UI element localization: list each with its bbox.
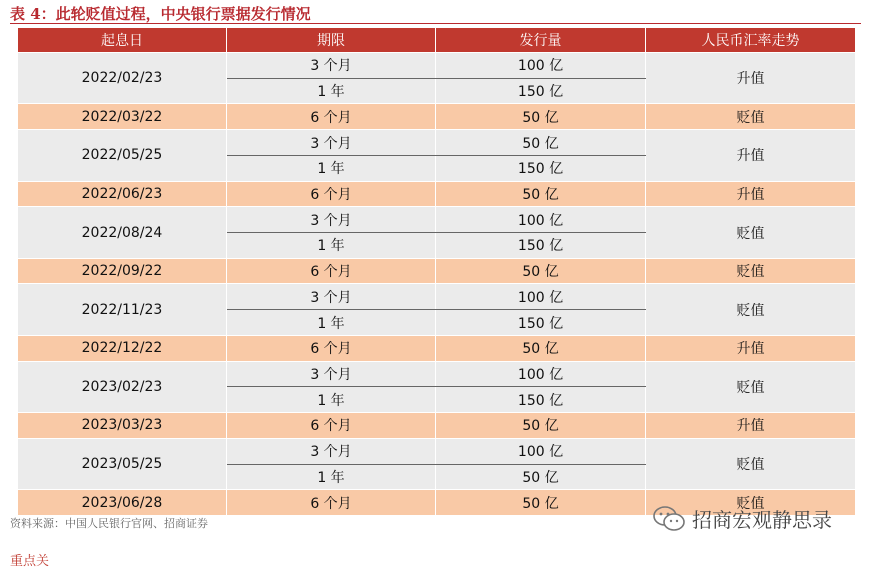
term-cell: 1 年	[227, 233, 436, 259]
rmb-trend-cell: 贬值	[646, 207, 856, 258]
amount-cell: 50 亿	[436, 464, 646, 490]
rmb-trend-cell: 贬值	[646, 258, 856, 284]
term-cell: 3 个月	[227, 438, 436, 464]
table-header-row	[18, 28, 856, 53]
term-cell: 1 年	[227, 78, 436, 104]
header-term: 期限	[227, 28, 436, 53]
start-date-cell: 2023/03/23	[18, 413, 227, 439]
start-date-cell: 2022/02/23	[18, 53, 227, 104]
term-cell: 6 个月	[227, 258, 436, 284]
rmb-trend-cell: 升值	[646, 335, 856, 361]
table-row	[18, 207, 856, 233]
wechat-icon	[652, 505, 686, 533]
amount-cell: 100 亿	[436, 361, 646, 387]
amount-cell: 50 亿	[436, 335, 646, 361]
header-start-date: 起息日	[18, 28, 227, 53]
term-cell: 3 个月	[227, 207, 436, 233]
rmb-trend-cell: 贬值	[646, 104, 856, 130]
start-date-cell: 2023/05/25	[18, 438, 227, 489]
amount-cell: 150 亿	[436, 233, 646, 259]
term-cell: 6 个月	[227, 335, 436, 361]
term-cell: 1 年	[227, 155, 436, 181]
rmb-trend-cell: 贬值	[646, 438, 856, 489]
title-divider	[10, 23, 861, 24]
rmb-trend-cell: 贬值	[646, 284, 856, 335]
table-row	[18, 284, 856, 310]
table-row	[18, 361, 856, 387]
table-row	[18, 413, 856, 439]
amount-cell: 150 亿	[436, 155, 646, 181]
amount-cell: 100 亿	[436, 438, 646, 464]
term-cell: 3 个月	[227, 53, 436, 79]
amount-cell: 150 亿	[436, 310, 646, 336]
table-body	[18, 53, 856, 516]
term-cell: 1 年	[227, 387, 436, 413]
table-row	[18, 130, 856, 156]
source-note: 资料来源：中国人民银行官网、招商证券	[10, 517, 208, 530]
start-date-cell: 2022/05/25	[18, 130, 227, 181]
start-date-cell: 2022/09/22	[18, 258, 227, 284]
amount-cell: 50 亿	[436, 130, 646, 156]
start-date-cell: 2022/11/23	[18, 284, 227, 335]
table-title: 表 4：此轮贬值过程，中央银行票据发行情况	[10, 5, 311, 23]
amount-cell: 50 亿	[436, 181, 646, 207]
start-date-cell: 2023/02/23	[18, 361, 227, 412]
table-row	[18, 53, 856, 79]
header-amount: 发行量	[436, 28, 646, 53]
table-row	[18, 438, 856, 464]
rmb-trend-cell: 升值	[646, 130, 856, 181]
start-date-cell: 2022/12/22	[18, 335, 227, 361]
start-date-cell: 2022/08/24	[18, 207, 227, 258]
table-row	[18, 335, 856, 361]
term-cell: 1 年	[227, 310, 436, 336]
amount-cell: 50 亿	[436, 490, 646, 516]
footer-fragment: 重点关	[10, 554, 50, 569]
term-cell: 6 个月	[227, 490, 436, 516]
rmb-trend-cell: 升值	[646, 181, 856, 207]
start-date-cell: 2022/06/23	[18, 181, 227, 207]
table-row	[18, 104, 856, 130]
watermark	[652, 504, 832, 533]
start-date-cell: 2023/06/28	[18, 490, 227, 516]
amount-cell: 50 亿	[436, 104, 646, 130]
amount-cell: 100 亿	[436, 284, 646, 310]
term-cell: 6 个月	[227, 181, 436, 207]
term-cell: 3 个月	[227, 130, 436, 156]
rmb-trend-cell: 升值	[646, 53, 856, 104]
rmb-trend-cell: 贬值	[646, 490, 856, 516]
cb-bill-table	[17, 27, 856, 516]
term-cell: 1 年	[227, 464, 436, 490]
amount-cell: 100 亿	[436, 207, 646, 233]
term-cell: 3 个月	[227, 361, 436, 387]
amount-cell: 100 亿	[436, 53, 646, 79]
rmb-trend-cell: 贬值	[646, 361, 856, 412]
amount-cell: 50 亿	[436, 258, 646, 284]
rmb-trend-cell: 升值	[646, 413, 856, 439]
table-row	[18, 258, 856, 284]
watermark-text: 招商宏观静思录	[692, 508, 832, 532]
header-rmb-trend: 人民币汇率走势	[646, 28, 856, 53]
amount-cell: 150 亿	[436, 387, 646, 413]
amount-cell: 150 亿	[436, 78, 646, 104]
term-cell: 6 个月	[227, 104, 436, 130]
start-date-cell: 2022/03/22	[18, 104, 227, 130]
term-cell: 3 个月	[227, 284, 436, 310]
amount-cell: 50 亿	[436, 413, 646, 439]
term-cell: 6 个月	[227, 413, 436, 439]
table-row	[18, 181, 856, 207]
